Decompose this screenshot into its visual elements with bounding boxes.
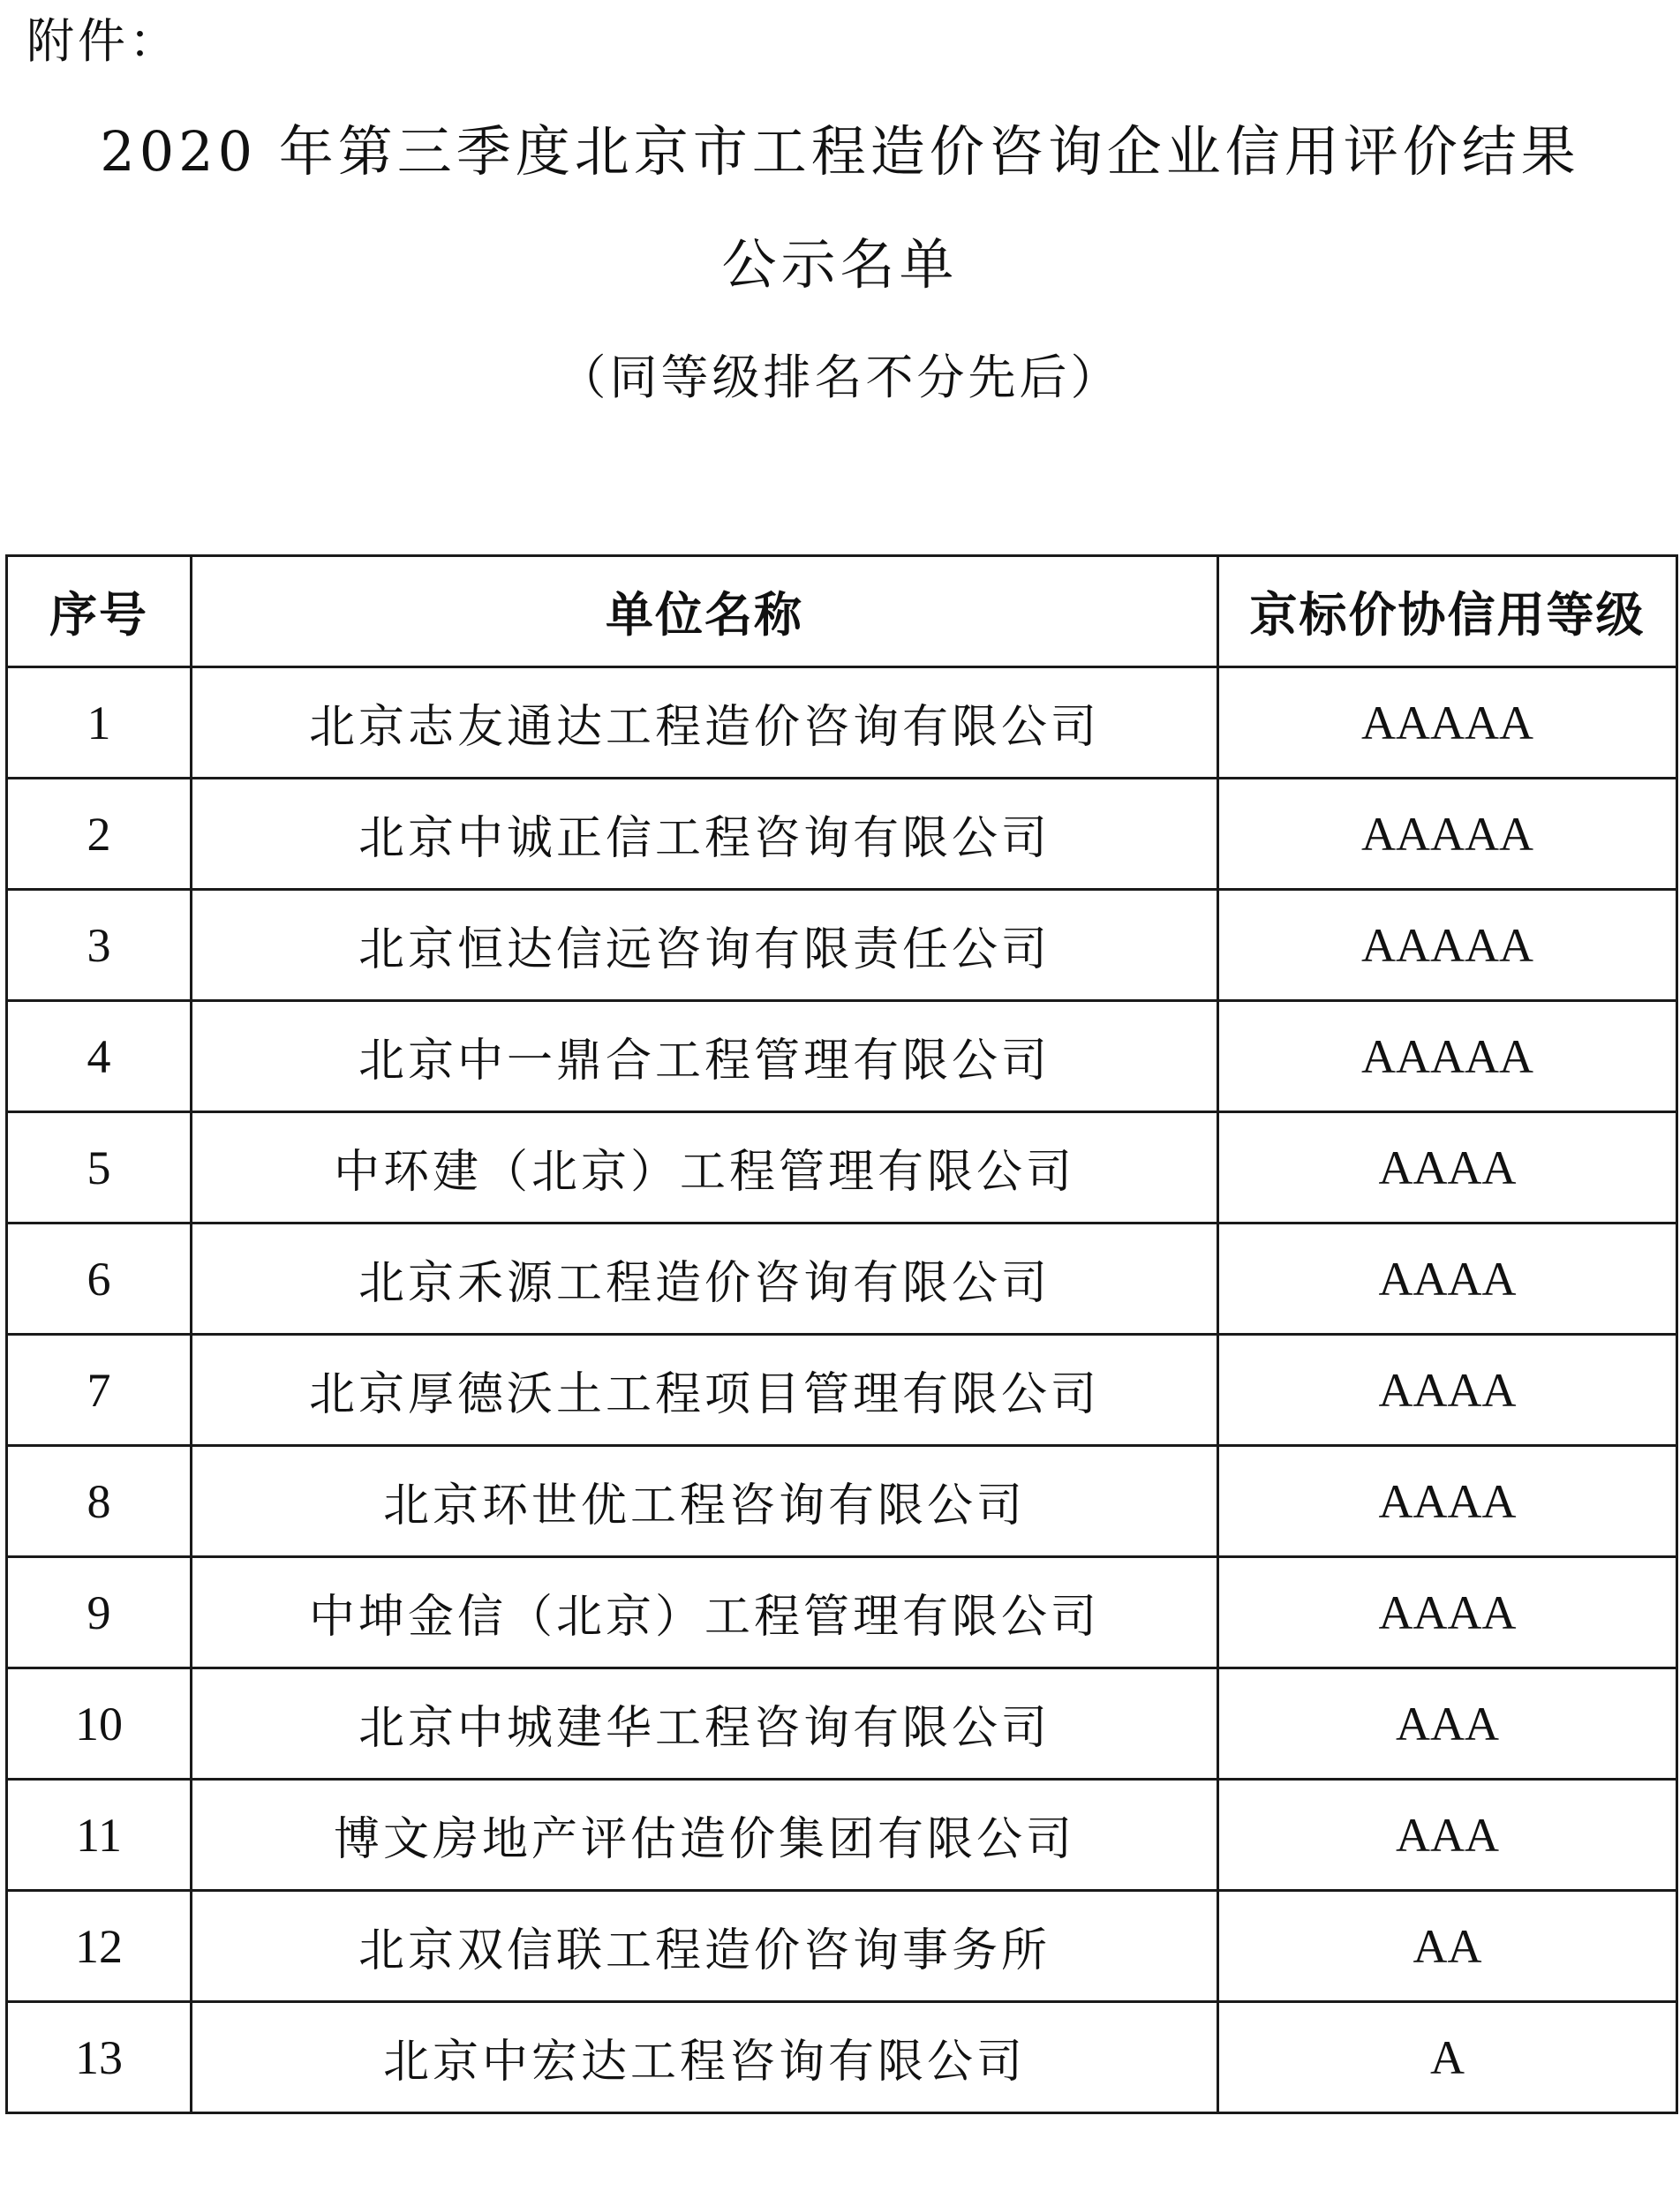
row-number: 10 [7, 1668, 192, 1780]
row-number: 6 [7, 1223, 192, 1335]
table-row [7, 667, 1677, 779]
credit-grade: AAAA [1218, 1446, 1677, 1557]
company-name: 博文房地产评估造价集团有限公司 [192, 1780, 1218, 1891]
row-number: 13 [7, 2002, 192, 2113]
row-number: 9 [7, 1557, 192, 1668]
table-row [7, 1557, 1677, 1668]
company-name: 北京禾源工程造价咨询有限公司 [192, 1223, 1218, 1335]
table-row [7, 1891, 1677, 2002]
table-row [7, 1668, 1677, 1780]
company-name: 北京厚德沃土工程项目管理有限公司 [192, 1335, 1218, 1446]
credit-grade: AAAAA [1218, 890, 1677, 1001]
page-title-line2: 公示名单 [721, 232, 959, 297]
table-row [7, 890, 1677, 1001]
credit-grade: AAA [1218, 1780, 1677, 1891]
column-header-credit-grade: 京标价协信用等级 [1218, 556, 1677, 667]
company-name: 中坤金信（北京）工程管理有限公司 [192, 1557, 1218, 1668]
company-name: 中环建（北京）工程管理有限公司 [192, 1112, 1218, 1223]
attachment-label: 附件： [26, 13, 180, 69]
credit-grade: AAAA [1218, 1335, 1677, 1446]
credit-grade: AAAAA [1218, 667, 1677, 779]
company-name: 北京志友通达工程造价咨询有限公司 [192, 667, 1218, 779]
column-header-no: 序号 [7, 556, 192, 667]
credit-grade: AAA [1218, 1668, 1677, 1780]
table-row [7, 1001, 1677, 1112]
row-number: 1 [7, 667, 192, 779]
credit-grade: AAAAA [1218, 1001, 1677, 1112]
table-row [7, 1335, 1677, 1446]
row-number: 8 [7, 1446, 192, 1557]
page-title-line1: 2020 年第三季度北京市工程造价咨询企业信用评价结果 [100, 119, 1580, 184]
company-name: 北京中一鼎合工程管理有限公司 [192, 1001, 1218, 1112]
row-number: 2 [7, 779, 192, 890]
column-header-company-name: 单位名称 [192, 556, 1218, 667]
credit-grade: A [1218, 2002, 1677, 2113]
row-number: 11 [7, 1780, 192, 1891]
page-subtitle: （同等级排名不分先后） [558, 350, 1122, 405]
company-name: 北京中城建华工程咨询有限公司 [192, 1668, 1218, 1780]
row-number: 12 [7, 1891, 192, 2002]
company-name: 北京环世优工程咨询有限公司 [192, 1446, 1218, 1557]
table-row [7, 1446, 1677, 1557]
credit-grade: AAAA [1218, 1112, 1677, 1223]
credit-grade: AAAA [1218, 1557, 1677, 1668]
table-row [7, 779, 1677, 890]
row-number: 4 [7, 1001, 192, 1112]
table-row [7, 2002, 1677, 2113]
credit-grade: AA [1218, 1891, 1677, 2002]
company-name: 北京中宏达工程咨询有限公司 [192, 2002, 1218, 2113]
table-header-row [7, 556, 1677, 667]
row-number: 7 [7, 1335, 192, 1446]
company-name: 北京中诚正信工程咨询有限公司 [192, 779, 1218, 890]
table-row [7, 1112, 1677, 1223]
company-name: 北京双信联工程造价咨询事务所 [192, 1891, 1218, 2002]
credit-grade: AAAA [1218, 1223, 1677, 1335]
table-row [7, 1780, 1677, 1891]
row-number: 3 [7, 890, 192, 1001]
credit-grade: AAAAA [1218, 779, 1677, 890]
table-row [7, 1223, 1677, 1335]
row-number: 5 [7, 1112, 192, 1223]
company-name: 北京恒达信远咨询有限责任公司 [192, 890, 1218, 1001]
credit-rating-table [5, 554, 1678, 2114]
